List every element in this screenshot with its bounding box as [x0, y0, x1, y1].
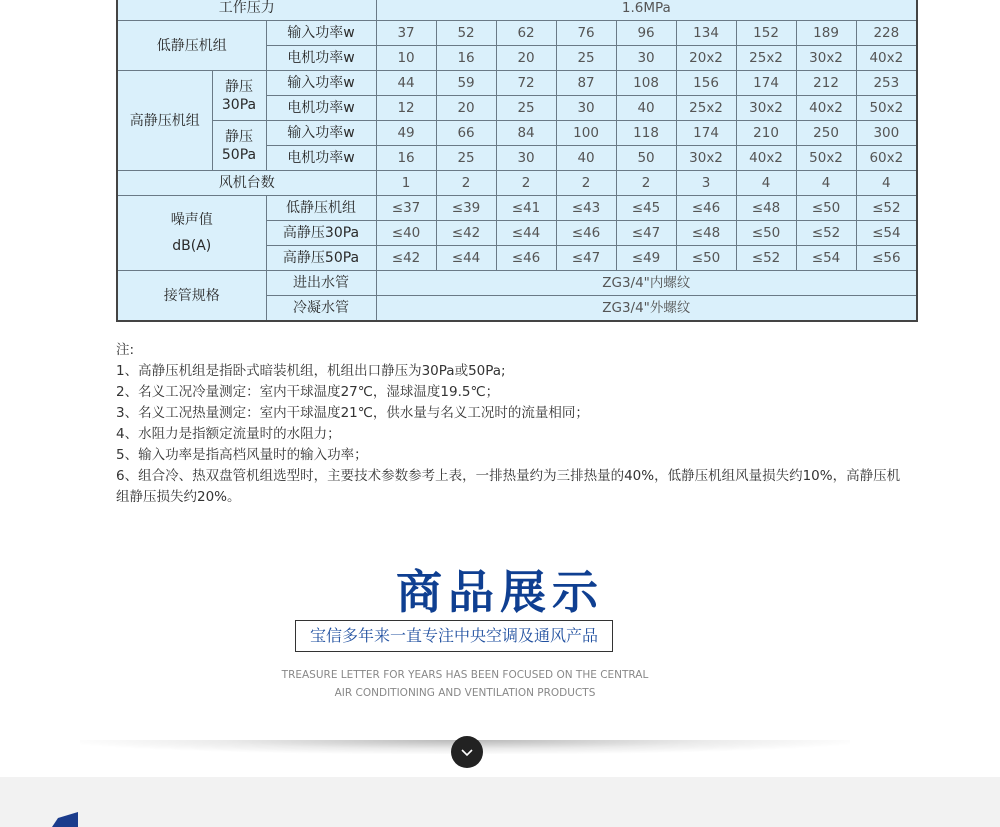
spec-table [116, 0, 918, 322]
table-row [117, 71, 917, 96]
static-50-line1: 静压 [225, 128, 253, 145]
table-cell: 59 [436, 71, 496, 96]
table-cell: 30x2 [736, 96, 796, 121]
note-item: 4、水阻力是指额定流量时的水阻力； [116, 426, 341, 442]
table-cell: 16 [436, 46, 496, 71]
table-cell: ≤49 [616, 246, 676, 271]
table-cell: ≤46 [676, 196, 736, 221]
row-label: 输入功率w [266, 71, 376, 96]
table-cell: 40x2 [856, 46, 917, 71]
table-cell: 60x2 [856, 146, 917, 171]
table-cell: 100 [556, 121, 616, 146]
table-cell: ≤52 [796, 221, 856, 246]
table-cell: 16 [376, 146, 436, 171]
note-item: 2、名义工况冷量测定：室内干球温度27℃，湿球温度19.5℃； [116, 384, 500, 400]
note-item: 6、组合冷、热双盘管机组选型时，主要技术参数参考上表，一排热量约为三排热量的40%，低静压机组风量损失约10%，高静压机组静压损失约20%。 [116, 468, 901, 505]
table-cell: 40x2 [796, 96, 856, 121]
table-cell: 30x2 [796, 46, 856, 71]
table-cell: ≤41 [496, 196, 556, 221]
table-cell: 4 [856, 171, 917, 196]
notes [116, 340, 906, 508]
noise-label-line2: dB(A) [172, 238, 212, 254]
high-group-label: 高静压机组 [117, 71, 212, 171]
table-cell: ≤44 [496, 221, 556, 246]
table-cell: 84 [496, 121, 556, 146]
row-label: 低静压机组 [266, 196, 376, 221]
showcase-title: 商品展示 [396, 565, 604, 619]
row-label: 高静压50Pa [266, 246, 376, 271]
table-cell: 40 [616, 96, 676, 121]
table-cell: 2 [616, 171, 676, 196]
table-cell: 96 [616, 21, 676, 46]
table-cell: 4 [796, 171, 856, 196]
table-cell: 2 [496, 171, 556, 196]
table-cell: 72 [496, 71, 556, 96]
table-cell: 25 [436, 146, 496, 171]
chevron-down-icon [460, 747, 474, 757]
table-cell: 250 [796, 121, 856, 146]
next-section-band [0, 777, 1000, 827]
pressure-row [117, 0, 917, 21]
scroll-down-button[interactable] [451, 736, 483, 768]
table-cell: 210 [736, 121, 796, 146]
table-cell: 50x2 [796, 146, 856, 171]
table-cell: 40 [556, 146, 616, 171]
pressure-value: 1.6MPa [376, 0, 917, 21]
table-cell: 25x2 [676, 96, 736, 121]
row-label: 输入功率w [266, 21, 376, 46]
table-cell: ≤47 [616, 221, 676, 246]
table-cell: ≤40 [376, 221, 436, 246]
table-cell: 300 [856, 121, 917, 146]
table-cell: ≤50 [796, 196, 856, 221]
table-cell: 118 [616, 121, 676, 146]
pipe-value: ZG3/4"内螺纹 [376, 271, 917, 296]
table-cell: ≤42 [376, 246, 436, 271]
table-cell: 50x2 [856, 96, 917, 121]
table-cell: 253 [856, 71, 917, 96]
table-cell: 1 [376, 171, 436, 196]
table-cell: 4 [736, 171, 796, 196]
table-cell: ≤56 [856, 246, 917, 271]
table-cell: 49 [376, 121, 436, 146]
table-cell: ≤44 [436, 246, 496, 271]
pressure-label: 工作压力 [117, 0, 376, 21]
fan-count-label: 风机台数 [117, 171, 376, 196]
table-cell: 10 [376, 46, 436, 71]
table-cell: 37 [376, 21, 436, 46]
table-cell: 12 [376, 96, 436, 121]
showcase-english [265, 666, 665, 702]
note-item: 1、高静压机组是指卧式暗装机组，机组出口静压为30Pa或50Pa; [116, 363, 506, 379]
row-label: 冷凝水管 [266, 296, 376, 322]
table-cell: 20 [436, 96, 496, 121]
table-cell: ≤37 [376, 196, 436, 221]
table-cell: 174 [676, 121, 736, 146]
table-cell: 62 [496, 21, 556, 46]
table-cell: 30 [496, 146, 556, 171]
table-cell: 189 [796, 21, 856, 46]
table-cell: 174 [736, 71, 796, 96]
row-label: 输入功率w [266, 121, 376, 146]
note-item: 3、名义工况热量测定：室内干球温度21℃，供水量与名义工况时的流量相同； [116, 405, 589, 421]
table-cell: 20x2 [676, 46, 736, 71]
table-cell: ≤52 [736, 246, 796, 271]
note-item: 5、输入功率是指高档风量时的输入功率； [116, 447, 368, 463]
table-cell: 25x2 [736, 46, 796, 71]
showcase-subtitle: 宝信多年来一直专注中央空调及通风产品 [295, 620, 613, 652]
low-group-label: 低静压机组 [117, 21, 266, 71]
table-cell: 2 [556, 171, 616, 196]
table-cell: 76 [556, 21, 616, 46]
row-label: 高静压30Pa [266, 221, 376, 246]
table-cell: ≤46 [496, 246, 556, 271]
notes-title: 注: [116, 342, 135, 358]
table-cell: 52 [436, 21, 496, 46]
table-cell: 44 [376, 71, 436, 96]
table-cell: ≤42 [436, 221, 496, 246]
table-cell: ≤39 [436, 196, 496, 221]
table-cell: ≤43 [556, 196, 616, 221]
table-cell: ≤45 [616, 196, 676, 221]
static-30-line1: 静压 [225, 78, 253, 95]
row-label: 进出水管 [266, 271, 376, 296]
table-cell: 25 [556, 46, 616, 71]
table-cell: 228 [856, 21, 917, 46]
table-cell: ≤46 [556, 221, 616, 246]
table-cell: 108 [616, 71, 676, 96]
table-row [117, 271, 917, 296]
row-label: 电机功率w [266, 46, 376, 71]
noise-label [117, 196, 266, 271]
table-cell: 134 [676, 21, 736, 46]
table-cell: 30 [616, 46, 676, 71]
pipe-value: ZG3/4"外螺纹 [376, 296, 917, 322]
table-cell: 30 [556, 96, 616, 121]
pipe-label: 接管规格 [117, 271, 266, 322]
row-label: 电机功率w [266, 146, 376, 171]
table-cell: 25 [496, 96, 556, 121]
table-cell: ≤48 [736, 196, 796, 221]
row-label: 电机功率w [266, 96, 376, 121]
table-cell: ≤52 [856, 196, 917, 221]
logo-mark [52, 812, 82, 827]
table-row [117, 21, 917, 46]
table-cell: ≤54 [796, 246, 856, 271]
showcase-english-line1: TREASURE LETTER FOR YEARS HAS BEEN FOCUSED ON THE CENTRAL [281, 669, 649, 681]
table-cell: 156 [676, 71, 736, 96]
showcase-english-line2: AIR CONDITIONING AND VENTILATION PRODUCTS [334, 687, 596, 699]
static-50-label [212, 121, 266, 171]
table-cell: 2 [436, 171, 496, 196]
table-cell: 152 [736, 21, 796, 46]
table-cell: ≤50 [736, 221, 796, 246]
table-cell: ≤50 [676, 246, 736, 271]
table-cell: 66 [436, 121, 496, 146]
table-row [117, 121, 917, 146]
table-cell: 20 [496, 46, 556, 71]
noise-label-line1: 噪声值 [170, 212, 213, 228]
table-cell: 87 [556, 71, 616, 96]
table-cell: 40x2 [736, 146, 796, 171]
table-cell: 212 [796, 71, 856, 96]
static-30-line2: 30Pa [221, 96, 257, 113]
table-cell: ≤47 [556, 246, 616, 271]
table-cell: 50 [616, 146, 676, 171]
static-50-line2: 50Pa [221, 146, 257, 163]
table-cell: 3 [676, 171, 736, 196]
table-cell: ≤48 [676, 221, 736, 246]
static-30-label [212, 71, 266, 121]
table-row [117, 196, 917, 221]
table-cell: 30x2 [676, 146, 736, 171]
fan-count-row [117, 171, 917, 196]
table-cell: ≤54 [856, 221, 917, 246]
